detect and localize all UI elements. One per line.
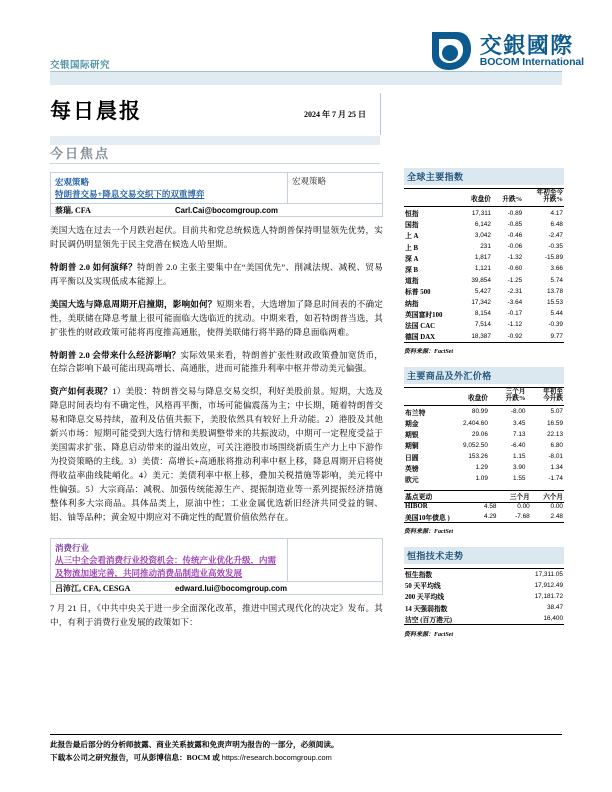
cell-commodity-ytd: -8.01 — [548, 453, 563, 461]
cell-technical-name: 200 天平均线 — [405, 594, 445, 602]
table-row — [404, 275, 564, 286]
table-row — [404, 462, 564, 473]
cell-commodity-close: 1.09 — [475, 475, 488, 483]
main-content-column — [50, 172, 383, 630]
cell-rate-6m: 0.00 — [550, 503, 563, 511]
author-row-macro — [50, 204, 383, 217]
cell-index-change: -2.31 — [507, 287, 523, 295]
cell-commodity-close: 80.99 — [471, 408, 488, 416]
paragraph-consumer-policy: 7 月 21 日，《中共中央关于进一步全面深化改革，推进中国式现代化的决定》发布。其中，有利于消费行业发展的政策如下： — [50, 603, 383, 628]
focus-section-label: 今日焦点 — [50, 146, 111, 161]
cell-index-change: -1.25 — [507, 276, 523, 284]
col-indices-close: 收盘价 — [471, 195, 491, 203]
cell-index-change: -0.89 — [507, 209, 523, 217]
panel-hsi-technical — [404, 547, 564, 637]
title-block — [50, 95, 562, 135]
cell-commodity-ytd: 5.07 — [550, 408, 563, 416]
cell-commodity-close: 2,404.60 — [463, 419, 488, 427]
cell-index-name: 德国 DAX — [405, 334, 436, 342]
table-body-indices — [404, 207, 564, 342]
table-row — [404, 429, 564, 440]
cell-rate-6m: 2.48 — [550, 513, 563, 521]
cell-index-name: 英国富时100 — [405, 311, 443, 319]
col-indices-ytd: 年初至今 升跌% — [536, 188, 563, 203]
cell-index-close: 6,142 — [474, 220, 491, 228]
cell-index-ytd: 4.17 — [550, 209, 563, 217]
paragraph-lead-election: 美国大选与降息周期开启撞期，影响如何？ — [50, 298, 217, 309]
paragraph-election-ratecut: 美国大选与降息周期开启撞期，影响如何？短期来看，大选增加了降息时间表的不确定性，美联储在降息考量上很可能面临大选临近的扰动。中期来看，如若特朗普当选，其扩张性的财政政策可能将再度推高通胀，使得美联储行将半路的降息面临两难。 — [50, 298, 383, 337]
cell-index-change: -0.92 — [507, 332, 523, 340]
table-row — [404, 219, 564, 230]
table-row — [404, 473, 564, 484]
table-row — [404, 568, 564, 580]
table-commodities-fx — [404, 385, 564, 485]
source-technical: 资料来源：FactSet — [404, 631, 453, 638]
cell-commodity-close: 29.06 — [471, 430, 488, 438]
cell-commodity-3m: -6.40 — [510, 441, 526, 449]
cell-index-close: 1,121 — [474, 265, 491, 273]
footer-research-url[interactable]: https://research.bocomgroup.com — [221, 753, 332, 763]
table-header-row-indices — [404, 189, 564, 205]
article-macro-tag-cell — [288, 173, 382, 203]
cell-commodity-close: 153.26 — [468, 453, 488, 461]
cell-index-ytd: 3.66 — [550, 265, 563, 273]
bocom-logo-mark — [427, 28, 473, 74]
article-macro-main — [51, 173, 288, 203]
cell-index-close: 8,154 — [474, 310, 491, 318]
article-header-macro — [50, 172, 383, 204]
cell-technical-value: 17,912.49 — [534, 581, 563, 589]
cell-index-close: 7,514 — [474, 321, 491, 329]
author-email-macro[interactable]: Carl.Cai@bocomgroup.com — [175, 205, 278, 215]
col-commodities-3m: 三个月 升跌% — [505, 387, 526, 402]
cell-index-close: 17,311 — [471, 209, 491, 217]
cell-index-name: 法国 CAC — [405, 322, 436, 330]
table-row — [404, 297, 564, 308]
paragraph-trump20: 特朗普 2.0 如何演绎？特朗普 2.0 主张主要集中在“美国优先”、削减法规、减税、贸易再平衡以及实现低成本能源上。 — [50, 261, 383, 286]
paragraph-lead-assets: 资产如何表现？ — [50, 386, 113, 397]
cell-commodity-ytd: 1.34 — [550, 464, 563, 472]
rates-header-3m: 三个月 — [497, 490, 530, 502]
cell-index-change: -0.17 — [507, 310, 523, 318]
cell-index-ytd: 6.48 — [550, 220, 563, 228]
table-row — [404, 591, 564, 602]
paragraph-economic-impact: 特朗普 2.0 会带来什么经济影响？实际效果来看，特朗普扩张性财政政策叠加宽货币，在综合影响下最可能出现高增长、高通胀，进而可能推升利率中枢并带动美元偏强。 — [50, 349, 383, 374]
cell-rate-value: 4.29 — [484, 513, 497, 521]
rates-header-6m: 六个月 — [531, 490, 564, 502]
rates-header-row — [404, 490, 564, 502]
footer-download-text: 下载本公司之研究报告，可从彭博信息：BOCM 或 — [50, 753, 222, 763]
cell-technical-name: 50 天平均线 — [405, 583, 441, 591]
panel-global-indices — [404, 168, 564, 355]
header-band — [50, 72, 562, 85]
table-row — [404, 417, 564, 428]
cell-index-ytd: -0.39 — [548, 321, 563, 329]
cell-index-ytd: 5.74 — [550, 276, 563, 284]
paragraph-lead-economic: 特朗普 2.0 会带来什么经济影响？ — [50, 349, 181, 360]
cell-index-ytd: -0.35 — [548, 243, 563, 251]
cell-rate-value: 4.58 — [484, 503, 497, 511]
table-global-indices — [404, 186, 564, 345]
cell-commodity-name: 期金 — [405, 421, 419, 429]
cell-index-ytd: 13.78 — [547, 287, 563, 295]
cell-commodity-3m: 3.90 — [512, 464, 526, 472]
cell-index-change: -1.12 — [507, 321, 523, 329]
table-row — [404, 308, 564, 319]
cell-commodity-3m: 7.13 — [512, 430, 526, 438]
cell-commodity-name: 布兰特 — [405, 409, 426, 417]
cell-rate-3m: -7.68 — [515, 513, 530, 521]
article-link-consumer[interactable]: 从三中全会看消费行业投资机会：传统产业优化升级，内需及物流加速完善，共同推动消费品制造业高效发展 — [55, 554, 277, 578]
source-commodities: 资料来源：FactSet — [404, 529, 453, 536]
cell-commodity-3m: 1.15 — [512, 453, 526, 461]
table-row — [404, 502, 564, 511]
bocom-logo — [427, 28, 584, 74]
table-row — [404, 207, 564, 219]
cell-technical-value: 17,181.72 — [534, 592, 563, 600]
table-row — [404, 252, 564, 263]
footer-divider — [50, 734, 562, 735]
cell-index-name: 恒指 — [405, 211, 419, 218]
cell-commodity-3m: 3.45 — [512, 419, 526, 427]
page-footer — [50, 734, 562, 765]
cell-index-name: 深 A — [405, 255, 419, 263]
table-row — [404, 330, 564, 342]
cell-index-close: 1,817 — [474, 254, 491, 262]
cell-commodity-name: 英镑 — [405, 465, 419, 473]
cell-index-name: 国指 — [405, 222, 419, 230]
cell-index-change: -0.85 — [507, 220, 523, 228]
logo-text-en: BOCOM International — [479, 55, 584, 68]
cell-commodity-name: 日圆 — [405, 454, 419, 462]
paragraph-intro: 美国大选在过去一个月跌岩起伏。目前共和党总统候选人特朗普保持明显领先优势，实时民调仍明显领先于民主党潜在候选人哈里斯。 — [50, 225, 383, 249]
cell-commodity-close: 9,052.50 — [463, 441, 488, 449]
cell-rate-3m: 0.00 — [517, 503, 530, 511]
cell-index-name: 深 B — [405, 266, 419, 274]
article-link-macro[interactable]: 特朗普交易+降息交易交织下的双重博弈 — [55, 189, 205, 200]
cell-commodity-close: 1.29 — [475, 464, 488, 472]
panel-title-commodities: 主要商品及外汇价格 — [404, 367, 564, 384]
research-brand-label: 交银国际研究 — [50, 61, 111, 71]
report-date: 2024 年 7 月 25 日 — [304, 110, 366, 119]
table-row — [404, 286, 564, 297]
paragraph-asset-performance: 资产如何表现？1）美股：特朗普交易与降息交易交织，利好美股前景。短期，大选及降息时间表均有不确定性，风格再平衡，市场可能偏震荡为主；中长期，随着特朗普交易和降息交易持续，盈利及估值共振下，美股依然具有较好上升动能。2）港股及其他新兴市场：短期可能受到大选行情和美股调整带来的共振波动，中期可一定程度受益于美国需求扩张、降息启动带来的溢出效应，可关注港股市场围绕新质生产力上中下游作为投资策略的主线。3）美债：高增长+高通胀将推动利率中枢上移，降息周期开启将使得收益率曲线陡峭化。4）美元：美债利率中枢上移，叠加关税措施等影响，美元将中性偏强。5）大宗商品：减税、加强传统能源生产、提振制造业等一系列提振经济措施整体利多大宗商品。具体品类上，原油中性；工业金属优选新旧经济共同受益的铜、铝、铀等品种；黄金短中期应对不确定性的配置价值依然存在。 — [50, 386, 383, 522]
sidebar-market-data — [404, 168, 564, 650]
col-commodities-name — [404, 388, 443, 404]
table-body-technical — [404, 568, 564, 625]
cell-index-close: 3,042 — [474, 231, 491, 239]
cell-technical-name: 恒生指数 — [405, 572, 433, 580]
table-row — [404, 263, 564, 274]
table-row — [404, 241, 564, 252]
col-indices-name — [404, 189, 461, 205]
footer-disclaimer: 此报告最后部分的分析师披露、商业关系披露和免责声明为报告的一部分，必须阅读。 — [50, 740, 339, 749]
cell-commodity-ytd: 16.59 — [547, 419, 563, 427]
cell-commodity-3m: 1.55 — [512, 475, 526, 483]
article-consumer-main — [51, 539, 288, 582]
cell-commodity-ytd: -1.74 — [548, 475, 563, 483]
cell-commodity-name: 欧元 — [405, 476, 419, 484]
table-row — [404, 580, 564, 591]
author-email-consumer[interactable]: edward.lui@bocomgroup.com — [175, 583, 288, 593]
cell-technical-name: 沽空 (百万港元) — [405, 616, 453, 624]
col-commodities-close: 收盘价 — [468, 394, 488, 402]
cell-rate-name: 美国10年债息 ) — [405, 514, 450, 522]
article-header-consumer — [50, 538, 383, 583]
table-body-rates — [404, 490, 564, 523]
table-row — [404, 319, 564, 330]
cell-index-name: 上 A — [405, 233, 419, 241]
cell-index-name: 纳指 — [405, 300, 419, 308]
cell-commodity-name: 期银 — [405, 432, 419, 440]
cell-index-change: -3.64 — [507, 299, 523, 306]
cell-rate-name: HIBOR — [405, 503, 428, 511]
cell-commodity-ytd: 6.80 — [550, 441, 563, 449]
cell-index-close: 18,387 — [471, 332, 491, 340]
cell-index-ytd: 9.77 — [550, 332, 563, 340]
cell-index-change: -0.60 — [507, 265, 523, 273]
paragraph-lead-trump20: 特朗普 2.0 如何演绎？ — [50, 261, 137, 272]
cell-commodity-name: 期铜 — [405, 443, 419, 451]
author-name-macro: 蔡瑞, CFA — [55, 205, 91, 215]
cell-index-close: 39,854 — [471, 276, 491, 284]
footer-download-line — [50, 751, 562, 765]
logo-text-cn: 交銀國際 — [479, 32, 574, 58]
cell-index-change: -0.46 — [507, 231, 523, 239]
page-title: 每日晨报 — [50, 99, 142, 123]
table-row — [404, 613, 564, 625]
cell-index-close: 17,342 — [471, 299, 491, 306]
cell-index-close: 231 — [480, 243, 491, 251]
col-indices-chg: 升跌% — [502, 195, 523, 203]
table-row — [404, 602, 564, 613]
cell-index-ytd: 5.44 — [550, 310, 563, 318]
cell-index-ytd: 15.53 — [547, 299, 563, 306]
sector-label-macro: 宏观策略 — [55, 177, 90, 187]
table-rates — [404, 490, 564, 526]
author-row-consumer — [50, 582, 383, 595]
cell-index-close: 5,427 — [474, 287, 491, 295]
panel-commodities-fx — [404, 367, 564, 535]
author-name-consumer: 吕沛江, CFA, CESGA — [55, 583, 131, 593]
table-body-commodities — [404, 406, 564, 485]
table-hsi-technical — [404, 565, 564, 627]
cell-index-ytd: -2.47 — [548, 231, 563, 239]
page-header — [0, 0, 612, 88]
table-row — [404, 511, 564, 523]
focus-divider — [50, 163, 380, 164]
cell-technical-value: 16,400 — [543, 615, 563, 623]
cell-index-name: 上 B — [405, 244, 419, 252]
table-row — [404, 230, 564, 241]
rates-header-blank — [475, 490, 497, 502]
table-row — [404, 440, 564, 451]
sector-label-consumer: 消费行业 — [55, 542, 90, 553]
table-header-row-commodities — [404, 388, 564, 404]
source-indices: 资料来源：FactSet — [404, 348, 453, 355]
cell-index-ytd: -15.89 — [544, 254, 563, 262]
cell-index-change: -1.32 — [507, 254, 523, 262]
cell-index-name: 道指 — [405, 278, 419, 286]
title-vertical-divider — [380, 93, 381, 135]
panel-title-technical: 恒指技术走势 — [404, 547, 564, 564]
table-row — [404, 406, 564, 418]
cell-index-name: 标普 500 — [405, 289, 431, 297]
cell-commodity-3m: -8.00 — [510, 408, 526, 416]
cell-technical-name: 14 天强弱指数 — [405, 605, 448, 613]
table-row — [404, 451, 564, 462]
article-tag-macro: 宏观策略 — [292, 176, 327, 186]
col-commodities-ytd: 年初至 今升跌 — [543, 387, 563, 402]
cell-technical-value: 17,311.05 — [535, 570, 563, 578]
rates-header-label: 基点更动 — [404, 490, 475, 502]
cell-commodity-ytd: 22.13 — [547, 430, 563, 438]
cell-index-change: -0.06 — [507, 243, 523, 251]
panel-title-indices: 全球主要指数 — [404, 168, 564, 185]
cell-technical-value: 38.47 — [547, 604, 563, 612]
article-consumer-tag-cell — [288, 539, 382, 582]
